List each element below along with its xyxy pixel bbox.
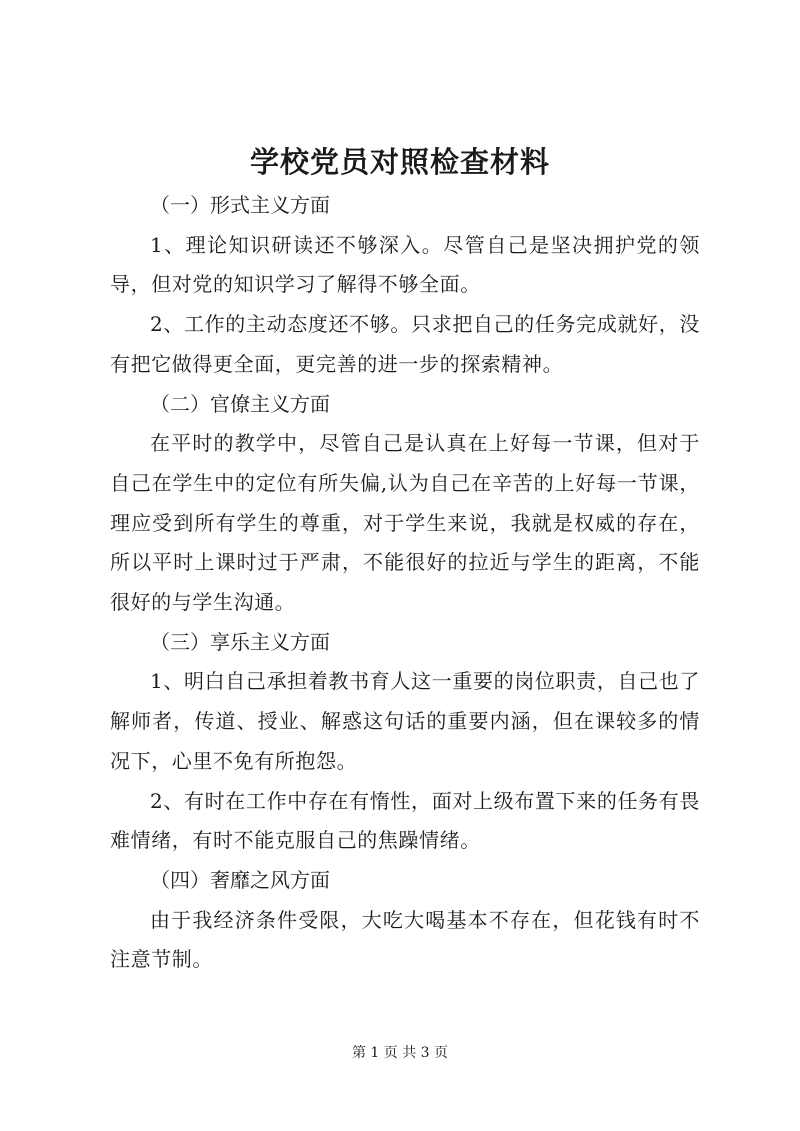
paragraph-6: 由于我经济条件受限，大吃大喝基本不存在，但花钱有时不注意节制。	[110, 907, 700, 972]
paragraph-3: 在平时的教学中，尽管自己是认真在上好每一节课，但对于自己在学生中的定位有所失偏,认为自己在辛苦的上好每一节课，理应受到所有学生的尊重，对于学生来说，我就是权威的存在，所以平时上课时过于严肃，不能很好的拉近与学生的距离，不能很好的与学生沟通。	[110, 431, 700, 615]
document-body	[110, 186, 700, 980]
paragraph-1: 1、理论知识研读还不够深入。尽管自己是坚决拥护党的领导，但对党的知识学习了解得不够全面。	[110, 232, 700, 297]
page-footer: 第 1 页 共 3 页	[351, 1045, 449, 1061]
section-heading-4: （四）奢靡之风方面	[150, 867, 330, 892]
section-heading-3: （三）享乐主义方面	[150, 629, 330, 654]
paragraph-2: 2、工作的主动态度还不够。只求把自己的任务完成就好，没有把它做得更全面，更完善的进一步的探索精神。	[110, 312, 700, 376]
section-heading-1: （一）形式主义方面	[150, 193, 330, 217]
document-title: 学校党员对照检查材料	[249, 145, 550, 179]
paragraph-5: 2、有时在工作中存在有惰性，面对上级布置下来的任务有畏难情绪，有时不能克服自己的焦躁情绪。	[110, 788, 700, 853]
section-heading-2: （二）官僚主义方面	[150, 391, 330, 416]
paragraph-4: 1、明白自己承担着教书育人这一重要的岗位职责，自己也了解师者，传道、授业、解惑这句话的重要内涵，但在课较多的情况下，心里不免有所抱怨。	[110, 669, 700, 773]
